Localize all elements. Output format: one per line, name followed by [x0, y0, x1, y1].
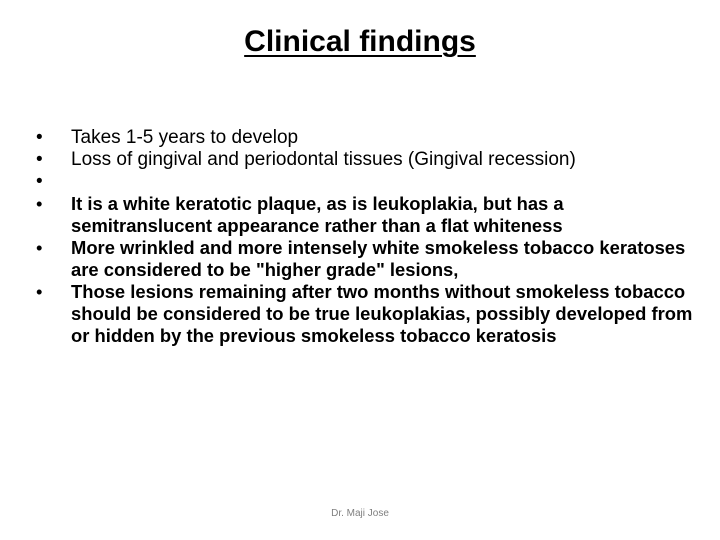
- bullet-item: [36, 171, 696, 193]
- bullet-item: [36, 193, 696, 237]
- bullet-item: [36, 237, 696, 281]
- bullet-icon: •: [36, 281, 43, 302]
- bullet-list: [36, 127, 696, 347]
- slide-title: Clinical findings: [244, 25, 476, 58]
- bullet-icon: •: [36, 149, 43, 170]
- bullet-item: [36, 127, 696, 149]
- bullet-text: More wrinkled and more intensely white smokeless tobacco keratoses are considered to be "higher grade" lesions,: [71, 237, 686, 280]
- bullet-text: Takes 1-5 years to develop: [71, 127, 299, 148]
- bullet-icon: •: [36, 127, 43, 148]
- bullet-text: Those lesions remaining after two months without smokeless tobacco should be considered to be true leukoplakias, possibly developed from or hidden by the previous smokeless tobacco keratosis: [71, 281, 693, 346]
- bullet-text: Loss of gingival and periodontal tissues (Gingival recession): [71, 149, 576, 170]
- bullet-item: [36, 149, 696, 171]
- bullet-item: [36, 281, 696, 347]
- bullet-text: It is a white keratotic plaque, as is leukoplakia, but has a semitranslucent appearance rather than a flat whiteness: [71, 193, 564, 236]
- footer-author: Dr. Maji Jose: [331, 508, 389, 519]
- bullet-icon: •: [36, 193, 43, 214]
- bullet-icon: •: [36, 237, 43, 258]
- bullet-icon: •: [36, 171, 43, 192]
